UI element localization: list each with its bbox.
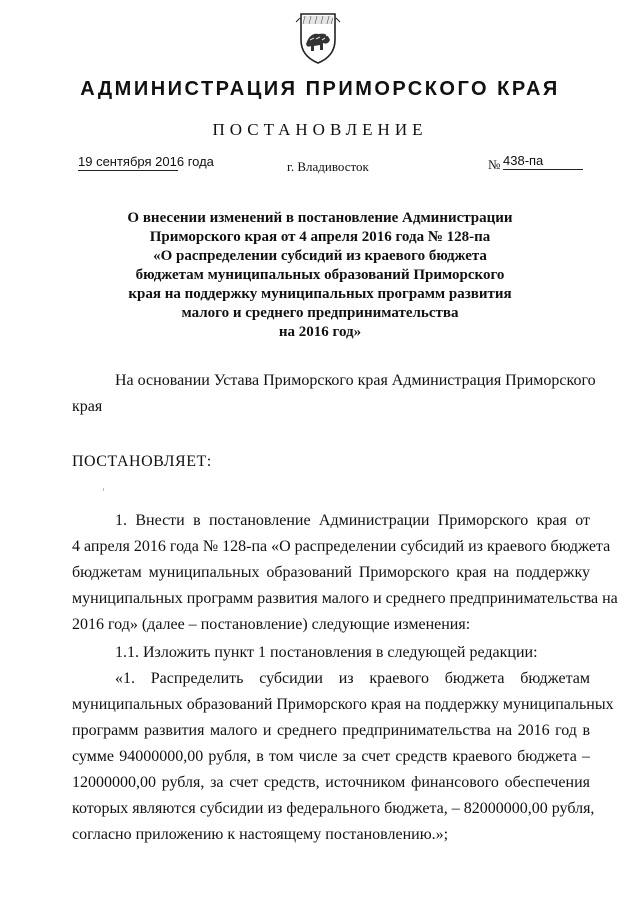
paragraph-line: «1. Распределить субсидии из краевого бюджета бюджетам	[115, 670, 590, 687]
subject-line: О внесении изменений в постановление Администрации	[127, 210, 513, 226]
scan-mark	[103, 488, 104, 491]
paragraph-line: 1.1. Изложить пункт 1 постановления в следующей редакции:	[115, 644, 538, 661]
subject-line: «О распределении субсидий из краевого бюджета	[153, 248, 487, 264]
document-number: 438-па	[503, 153, 583, 170]
document-date: 19 сентября 2016 года	[78, 154, 214, 169]
basis-paragraph	[72, 368, 596, 420]
paragraph-line: края	[72, 398, 103, 415]
paragraph-line: сумме 94000000,00 рубля, в том числе за счет средств краевого бюджета –	[72, 748, 590, 765]
subject-line: Приморского края от 4 апреля 2016 года № 128-па	[149, 229, 491, 245]
document-type: ПОСТАНОВЛЕНИЕ	[212, 120, 428, 139]
subject-line: малого и среднего предпринимательства	[181, 305, 459, 321]
subject-line: бюджетам муниципальных образований Приморского	[135, 267, 505, 283]
paragraph-line: 1. Внести в постановление Администрации Приморского края от	[115, 512, 590, 529]
paragraph-line: которых являются субсидии из федерального бюджета, – 82000000,00 рубля,	[72, 800, 595, 817]
paragraph-line: 12000000,00 рубля, за счет средств, источником финансового обеспечения	[72, 774, 590, 791]
document-subject	[110, 209, 530, 342]
paragraph-line: На основании Устава Приморского края Администрация Приморского	[115, 372, 596, 389]
primorsky-krai-coat-of-arms-icon	[292, 10, 344, 66]
paragraph-line: 4 апреля 2016 года № 128-па «О распределении субсидий из краевого бюджета	[72, 538, 611, 555]
paragraph-line: 2016 год» (далее – постановление) следующие изменения:	[72, 616, 471, 633]
resolves-heading: ПОСТАНОВЛЯЕТ:	[72, 453, 212, 470]
paragraph-line: согласно приложению к настоящему постановлению.»;	[72, 826, 449, 843]
paragraph-line: муниципальных программ развития малого и среднего предпринимательства на	[72, 590, 618, 607]
paragraph-line: бюджетам муниципальных образований Приморского края на поддержку	[72, 564, 590, 581]
organization-title: АДМИНИСТРАЦИЯ ПРИМОРСКОГО КРАЯ	[80, 78, 560, 100]
subject-line: края на поддержку муниципальных программ развития	[128, 286, 512, 302]
paragraph-line: муниципальных образований Приморского края на поддержку муниципальных	[72, 696, 614, 713]
item-1-1-paragraph	[72, 640, 590, 666]
subject-line: на 2016 год»	[278, 324, 362, 340]
quoted-item-paragraph	[72, 666, 614, 848]
item-1-paragraph	[72, 508, 618, 638]
document-city: г. Владивосток	[287, 159, 369, 174]
number-sign: №	[488, 157, 501, 172]
paragraph-line: программ развития малого и среднего предпринимательства на 2016 год в	[72, 722, 590, 739]
